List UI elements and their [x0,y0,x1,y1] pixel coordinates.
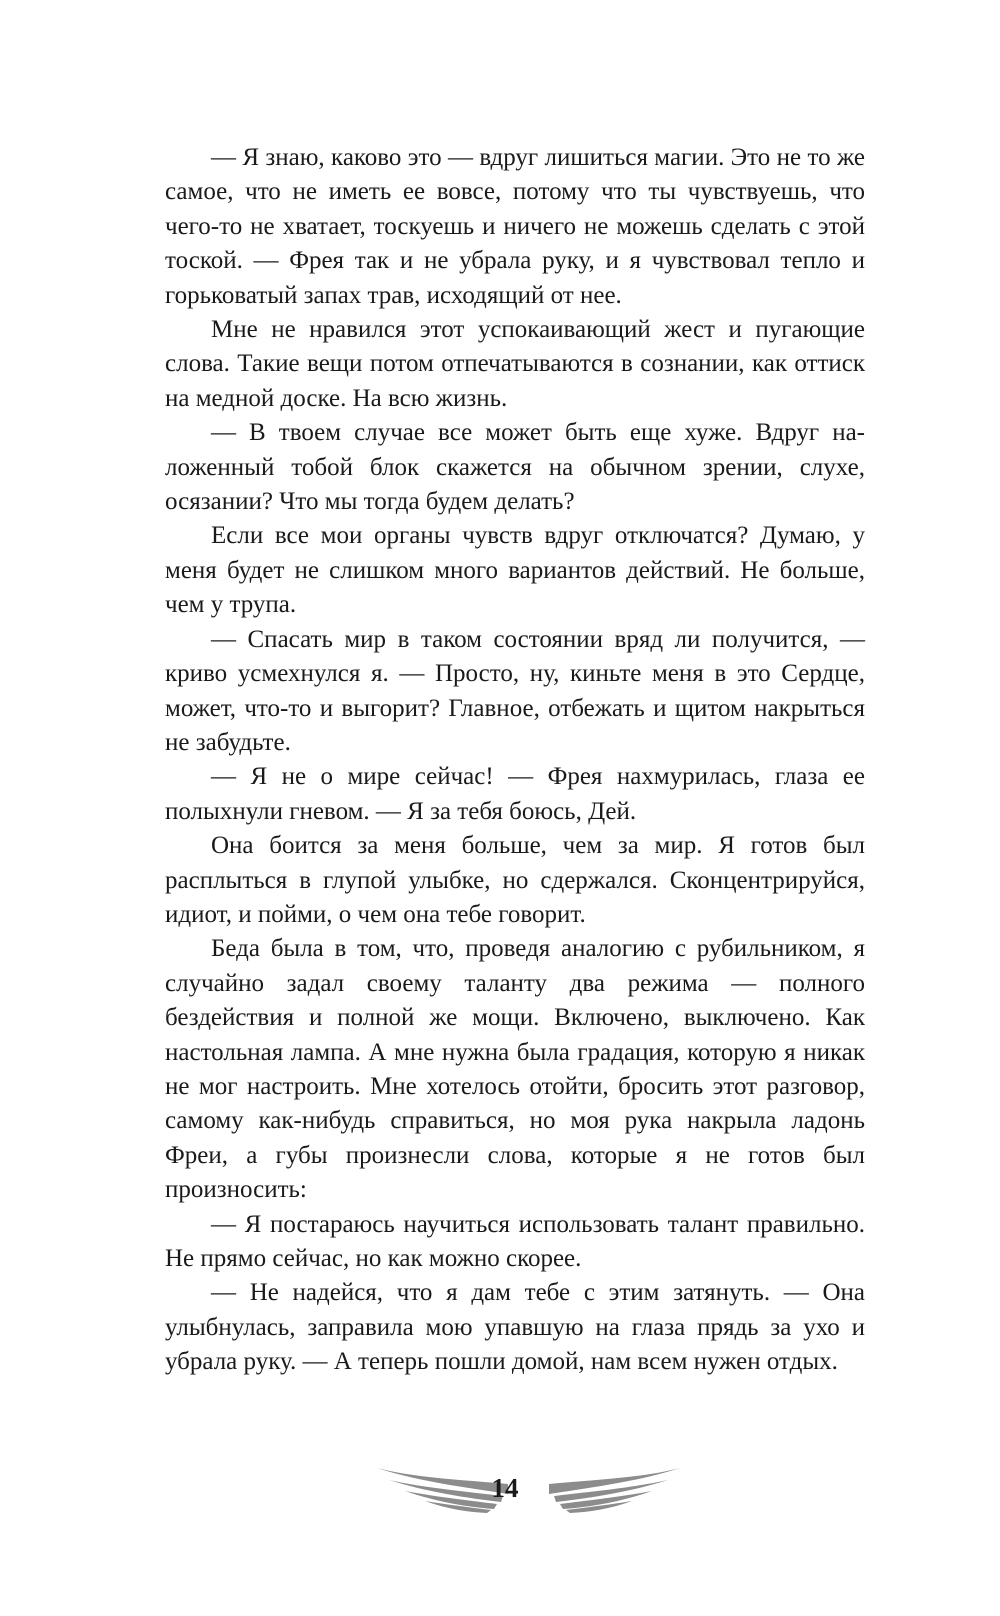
wing-right-icon [547,1466,682,1514]
paragraph: Беда была в том, что, проведя аналогию с рубильником, я случайно задал своему таланту два режима — полного бездействия и полной же мощи. Включено, выключено. Как настольная лампа. А мне нужна была градация, которую я никак не мог настроить. Мне хотелось отойти, бросить этот разговор, самому как-нибудь справиться, но моя рука накрыла ладонь Фреи, а губы произнесли слова, которые я не готов был произносить: [165,935,865,1204]
paragraph: Она боится за меня больше, чем за мир. Я готов был расплыться в глупой улыбке, но сдержался. Сконцентрируйся, идиот, и пойми, о чем она тебе говорит. [165,832,865,928]
body-text [165,141,865,1380]
paragraph: Если все мои органы чувств вдруг отключатся? Думаю, у меня будет не слишком много вариантов действий. Не больше, чем у трупа. [165,522,865,619]
paragraph: — Я знаю, каково это — вдруг лишиться магии. Это не то же самое, что не иметь ее вовсе, потому что ты чувствуешь, что чего-то не хватает, тоскуешь и ничего не можешь сделать с этой тоской. — Фрея так и не убрала руку, и я чувствовал тепло и горьковатый запах трав, исходящий от нее. [165,144,865,309]
paragraph: — В твоем случае все может быть еще хуже. Вдруг наложенный тобой блок скажется на обычном зрении, слухе, осязании? Что мы тогда будем делать? [165,419,865,516]
page-footer [0,1458,1000,1518]
paragraph: — Я постараюсь научиться использовать талант правильно. Не прямо сейчас, но как можно скорее. [165,1210,865,1272]
paragraph: — Я не о мире сейчас! — Фрея нахмурилась, глаза ее полыхнули гневом. — Я за тебя боюсь, Дей. [165,763,865,825]
paragraph: — Спасать мир в таком состоянии вряд ли получится, — криво усмехнулся я. — Просто, ну, киньте меня в это Сердце, может, что-то и выгорит? Главное, отбежать и щитом накрыться не забудьте. [165,625,865,756]
paragraph: — Не надейся, что я дам тебе с этим затянуть. — Она улыбнулась, заправила мою упавшую на глаза прядь за ухо и убрала руку. — А теперь пошли домой, нам всем нужен отдых. [165,1279,865,1376]
paragraph: Мне не нравился этот успокаивающий жест и пугающие слова. Такие вещи потом отпечатываются в сознании, как оттиск на медной доске. На всю жизнь. [165,316,865,412]
page-number: 14 [491,1473,519,1503]
